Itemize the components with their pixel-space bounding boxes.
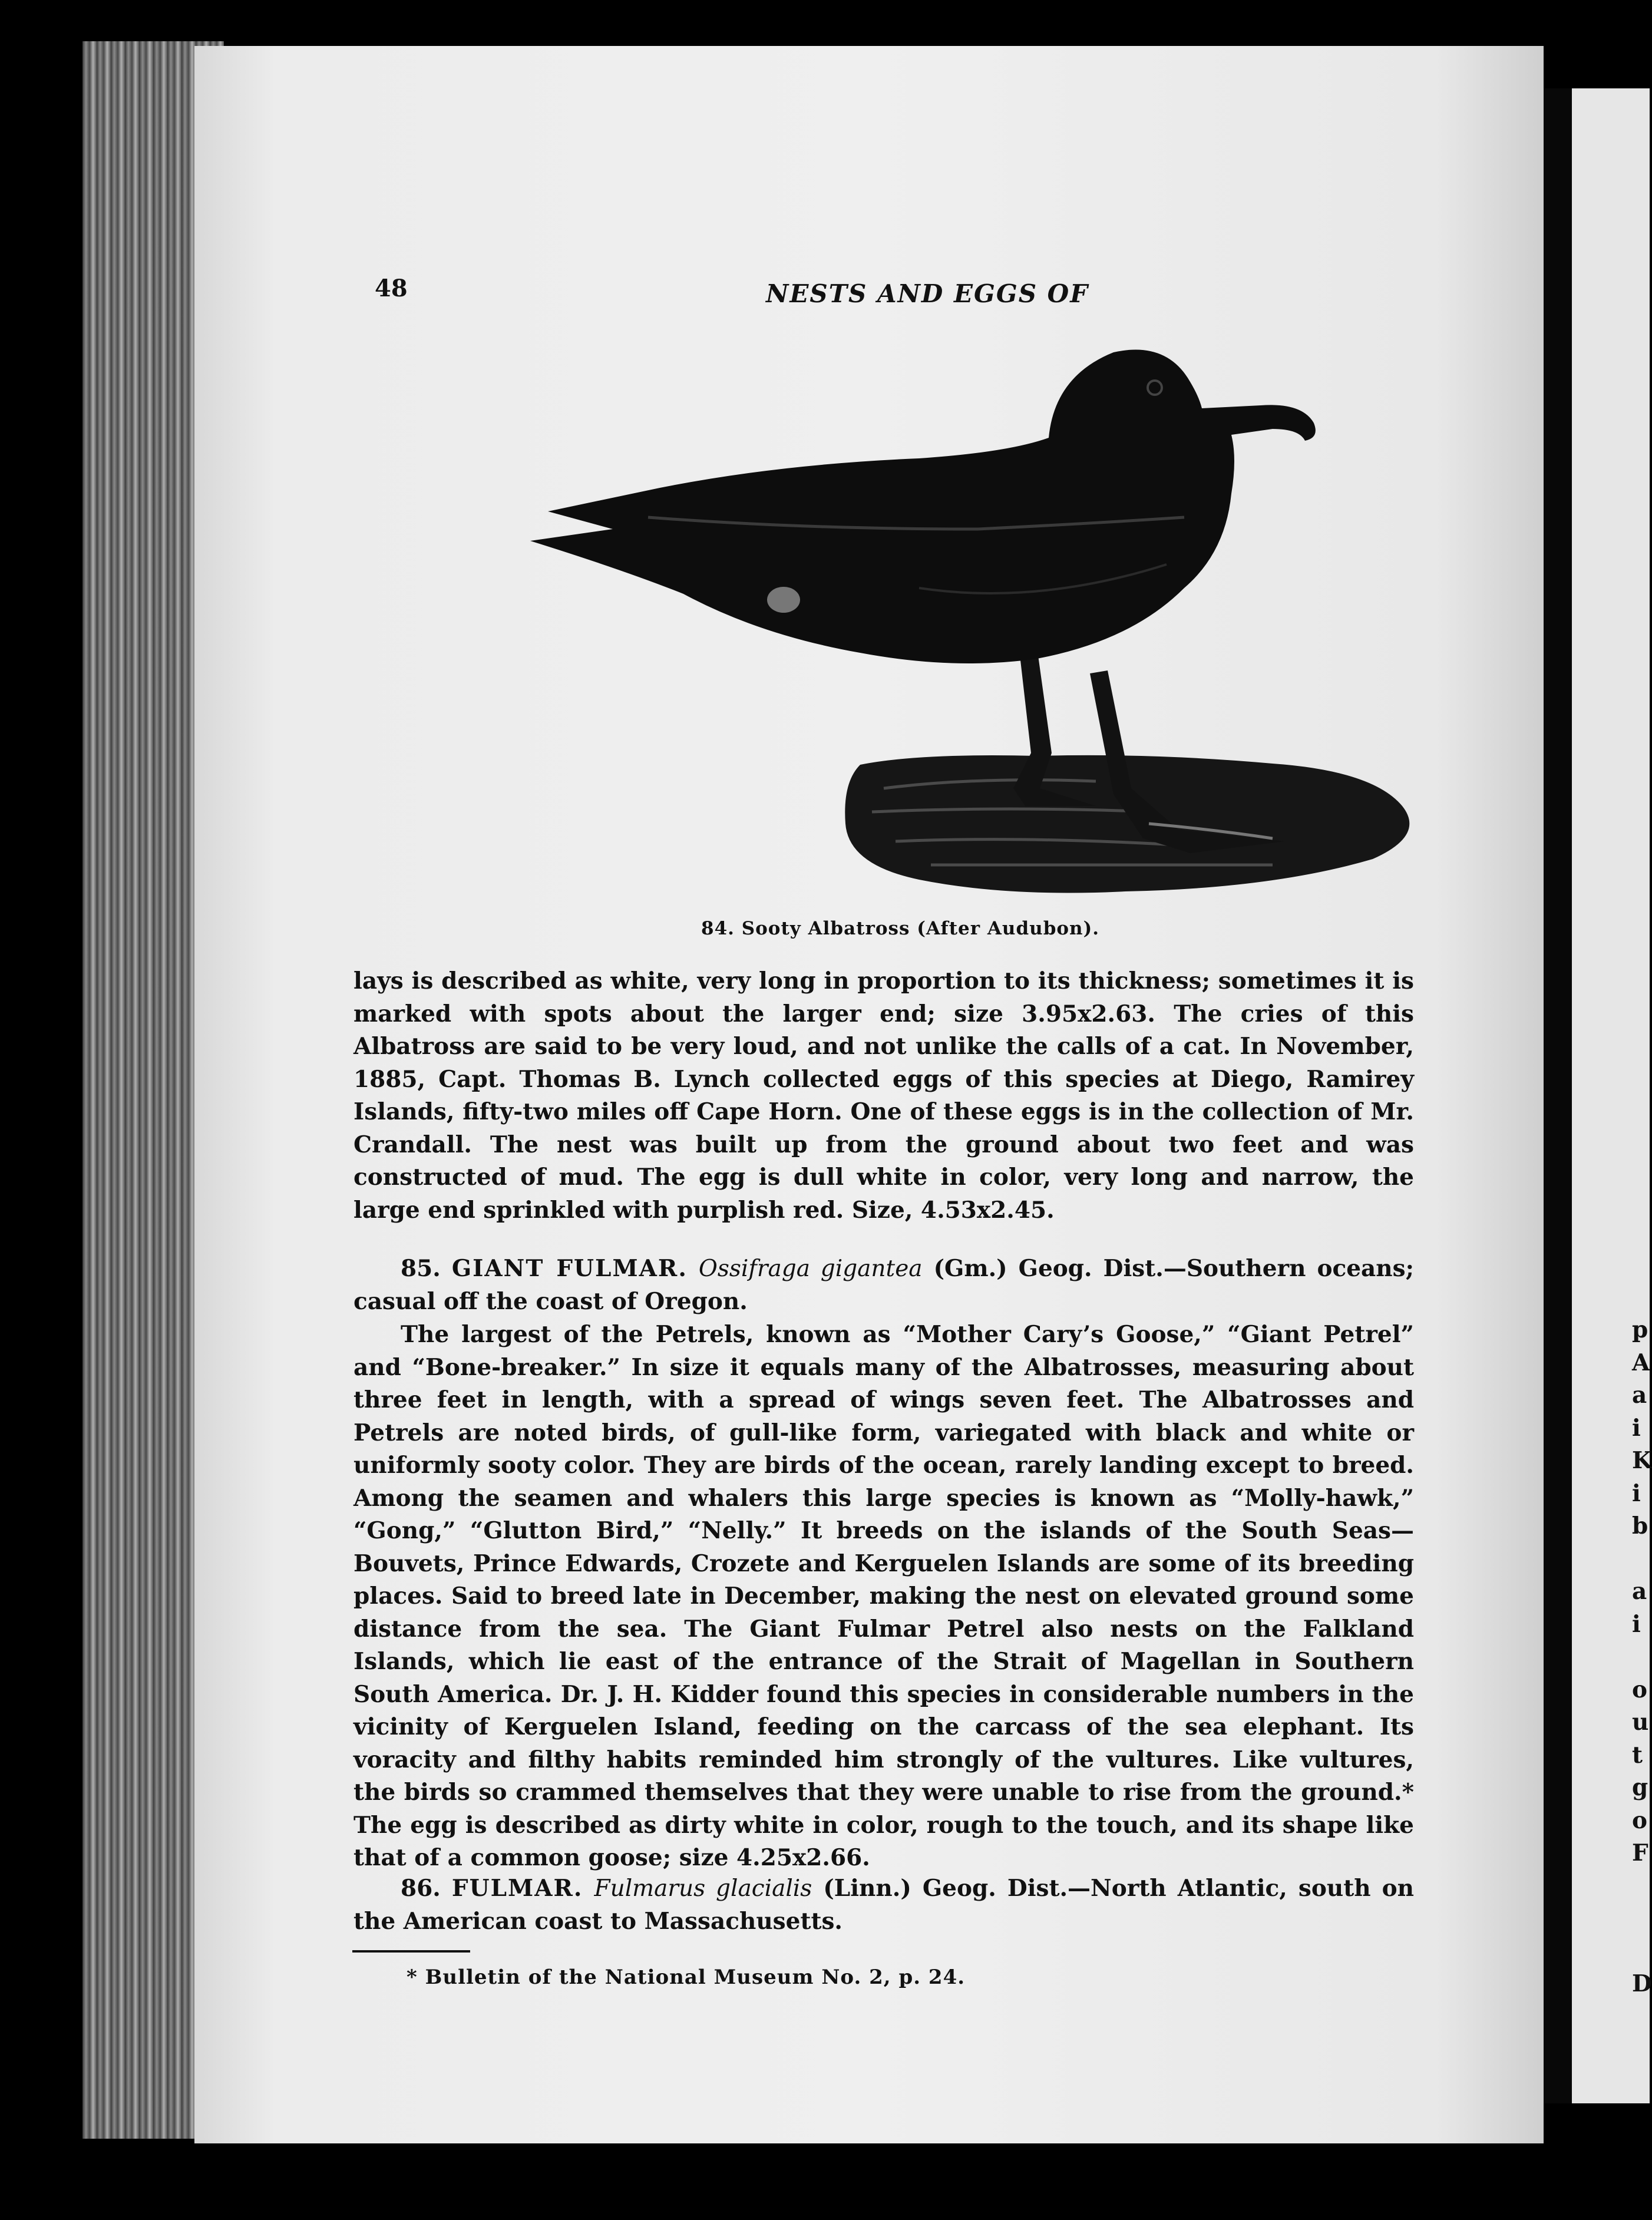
paragraph-continued: lays is described as white, very long in proportion to its thickness; sometimes it is marked with spots about the larger end; size 3.95x2.63. The cries of this Albatross are said to be very loud, and not unlike the calls of a cat. In November, 1885, Capt. Thomas B. Lynch collected eggs of this species at Diego, Ramirey Islands, fifty-two miles off Cape Horn. One of these eggs is in the collection of Mr. Crandall. The nest was built up from the ground about two feet and was constructed of mud. The egg is dull white in color, very long and narrow, the large end sprinkled with purplish red. Size, 4.53x2.45. — [353, 967, 1414, 1224]
facing-page-letter: i — [1632, 1479, 1641, 1507]
entry-number: 85. — [401, 1255, 441, 1282]
species-name: FULMAR. — [451, 1875, 583, 1902]
facing-page-letter: F — [1632, 1839, 1648, 1866]
figure-caption: 84. Sooty Albatross (After Audubon). — [701, 918, 1100, 939]
facing-page-letter: b — [1632, 1512, 1648, 1540]
footnote: * Bulletin of the National Museum No. 2, p. 24. — [407, 1965, 966, 1989]
authority: (Gm.) — [933, 1255, 1007, 1282]
facing-page-letter — [1632, 1543, 1652, 1576]
facing-page-letter: A — [1632, 1349, 1650, 1376]
facing-page-letter — [1632, 1641, 1652, 1674]
facing-page-letter — [1632, 1870, 1652, 1903]
facing-page-letter — [1632, 1935, 1652, 1968]
facing-page-letter: i — [1632, 1610, 1641, 1638]
authority: (Linn.) — [823, 1875, 911, 1902]
footnote-rule — [352, 1950, 470, 1953]
sooty-albatross-illustration — [507, 341, 1549, 918]
species-name: GIANT FULMAR. — [451, 1255, 688, 1282]
geographic-distribution: Geog. Dist.—North Atlantic, south on the American coast to Massachusetts. — [353, 1875, 1415, 1935]
facing-page-letter: a — [1632, 1382, 1647, 1409]
facing-page-letter: o — [1632, 1806, 1648, 1834]
facing-page-letter: g — [1632, 1774, 1648, 1801]
entry-85-heading — [353, 1253, 1414, 1318]
entry-86-heading — [353, 1872, 1414, 1938]
facing-page-letter: K — [1632, 1447, 1652, 1474]
facing-page-letter: D — [1632, 1970, 1652, 1997]
facing-page-letter — [1632, 1902, 1652, 1935]
facing-page-letter: a — [1632, 1578, 1647, 1605]
facing-page-fragments — [1632, 1314, 1652, 2001]
facing-page-letter: t — [1632, 1741, 1643, 1769]
facing-page-letter: i — [1632, 1414, 1641, 1442]
geographic-distribution: Geog. Dist.—Southern oceans; casual off the coast of Oregon. — [353, 1255, 1415, 1315]
scientific-name: Fulmarus glacialis — [594, 1875, 812, 1902]
facing-page-letter: o — [1632, 1676, 1648, 1703]
entry-number: 86. — [401, 1875, 441, 1902]
running-head: NESTS AND EGGS OF — [766, 279, 1089, 308]
entry-85-description: The largest of the Petrels, known as “Mother Cary’s Goose,” “Giant Petrel” and “Bone-breaker.” In size it equals many of the Albatrosses, measuring about three feet in length, with a spread of wings seven feet. The Albatrosses and Petrels are noted birds, of gull-like form, variegated with black and white or uniformly sooty color. They are birds of the ocean, rarely landing except to breed. Among the seamen and whalers this large species is known as “Molly-hawk,” “Gong,” “Glutton Bird,” “Nelly.” It breeds on the islands of the South Seas—Bouvets, Prince Edwards, Crozete and Kerguelen Islands are some of its breeding places. Said to breed late in December, making the nest on elevated ground some distance from the sea. The Giant Fulmar Petrel also nests on the Falkland Islands, which lie east of the entrance of the Strait of Magellan in Southern South America. Dr. J. H. Kidder found this species in considerable numbers in the vicinity of Kerguelen Island, feeding on the carcass of the sea elephant. Its voracity and filthy habits reminded him strongly of the vultures. Like vultures, the birds so crammed themselves that they were unable to rise from the ground.* The egg is described as dirty white in color, rough to the touch, and its shape like that of a common goose; size 4.25x2.66. — [353, 1321, 1414, 1871]
page-number: 48 — [375, 275, 408, 302]
facing-page-letter: u — [1632, 1709, 1649, 1736]
scientific-name: Ossifraga gigantea — [698, 1256, 923, 1282]
book-page — [194, 46, 1544, 2143]
facing-page-letter: p — [1632, 1316, 1648, 1343]
bird-body — [530, 350, 1316, 663]
